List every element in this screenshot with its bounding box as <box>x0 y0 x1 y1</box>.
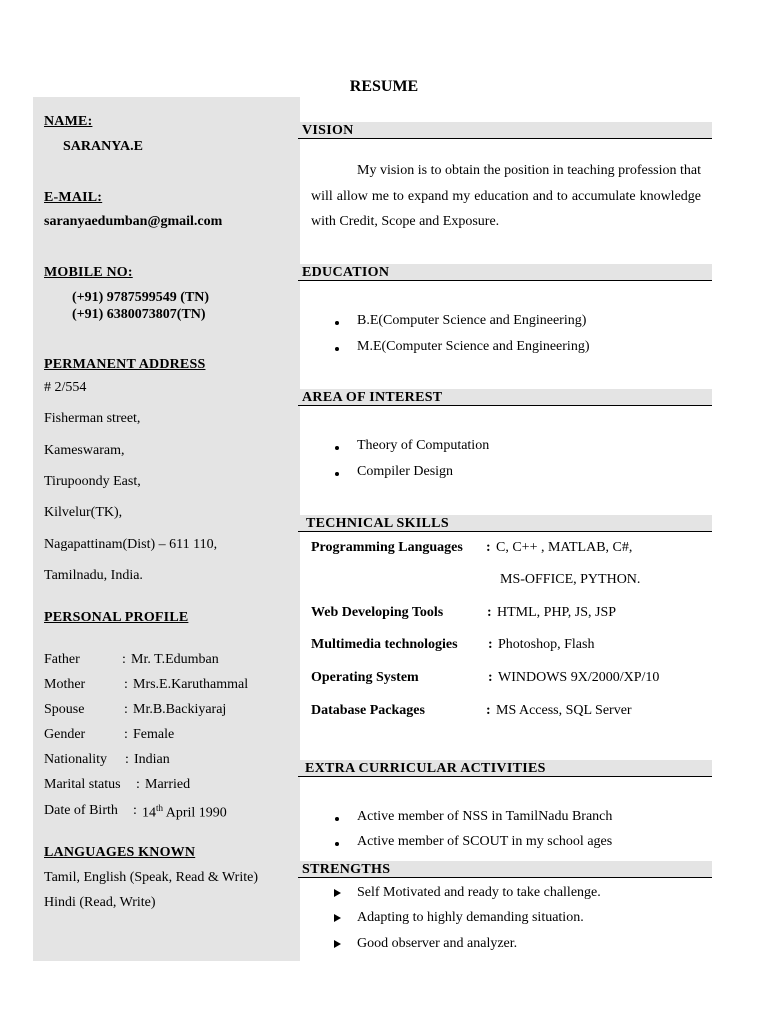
skill-label: Programming Languages <box>311 540 463 555</box>
profile-value: Female <box>133 727 175 742</box>
section-title: VISION <box>302 123 354 138</box>
strength-item: Good observer and analyzer. <box>357 936 518 951</box>
languages-heading: LANGUAGES KNOWN <box>44 845 196 860</box>
profile-label: Date of Birth <box>44 803 118 818</box>
bullet-icon <box>335 321 339 325</box>
arrow-bullet-icon <box>334 940 341 948</box>
skill-value: C, C++ , MATLAB, C#, <box>496 540 633 555</box>
section-title: EXTRA CURRICULAR ACTIVITIES <box>305 761 546 776</box>
email-value: saranyaedumban@gmail.com <box>44 214 223 229</box>
skill-value: MS Access, SQL Server <box>496 703 632 718</box>
skill-value: HTML, PHP, JS, JSP <box>497 605 617 620</box>
profile-separator: : <box>124 702 128 717</box>
profile-separator: : <box>136 777 140 792</box>
profile-value <box>142 803 227 822</box>
address-line: Kameswaram, <box>44 443 125 458</box>
name-value: SARANYA.E <box>63 139 144 154</box>
skill-label: Web Developing Tools <box>311 605 444 620</box>
profile-label: Gender <box>44 727 86 742</box>
education-item: M.E(Computer Science and Engineering) <box>357 339 590 354</box>
profile-value: Indian <box>134 752 170 767</box>
section-header-interest <box>298 389 712 406</box>
profile-separator: : <box>124 677 128 692</box>
section-header-education <box>298 264 712 281</box>
address-line: Fisherman street, <box>44 411 141 426</box>
profile-label: Mother <box>44 677 86 692</box>
arrow-bullet-icon <box>334 914 341 922</box>
profile-label: Spouse <box>44 702 85 717</box>
dob-rest: April 1990 <box>165 805 227 821</box>
mobile-heading: MOBILE NO: <box>44 265 133 280</box>
activity-item: Active member of SCOUT in my school ages <box>357 834 613 849</box>
section-header-strengths <box>298 861 712 878</box>
interest-item: Theory of Computation <box>357 438 490 453</box>
skill-separator: : <box>487 605 492 620</box>
section-title: STRENGTHS <box>302 862 391 877</box>
section-title: EDUCATION <box>302 265 390 280</box>
mobile-number: (+91) 6380073807(TN) <box>72 307 206 322</box>
skill-label: Operating System <box>311 670 419 685</box>
profile-value: Married <box>145 777 191 792</box>
dob-suffix: th <box>156 803 164 813</box>
section-header-extra <box>298 760 712 777</box>
bullet-icon <box>335 817 339 821</box>
profile-label: Father <box>44 652 80 667</box>
skill-separator: : <box>486 540 491 555</box>
name-heading: NAME: <box>44 114 93 129</box>
profile-value: Mrs.E.Karuthammal <box>133 677 249 692</box>
profile-heading: PERSONAL PROFILE <box>44 610 189 625</box>
profile-label: Nationality <box>44 752 107 767</box>
interest-item: Compiler Design <box>357 464 454 479</box>
address-line: Tamilnadu, India. <box>44 568 143 583</box>
skill-label: Multimedia technologies <box>311 637 458 652</box>
vision-paragraph: My vision is to obtain the position in teaching profession that will allow me to expand my education and to accumulate knowledge with Credit, Scope and Exposure. <box>311 163 701 229</box>
bullet-icon <box>335 842 339 846</box>
profile-separator: : <box>125 752 129 767</box>
strength-item: Adapting to highly demanding situation. <box>357 910 584 925</box>
profile-separator: : <box>122 652 126 667</box>
profile-separator: : <box>133 803 137 818</box>
address-heading: PERMANENT ADDRESS <box>44 357 206 372</box>
profile-value: Mr. T.Edumban <box>131 652 219 667</box>
language-line: Hindi (Read, Write) <box>44 895 156 910</box>
skill-value: WINDOWS 9X/2000/XP/10 <box>498 670 660 685</box>
section-title: TECHNICAL SKILLS <box>306 516 449 531</box>
arrow-bullet-icon <box>334 889 341 897</box>
education-item: B.E(Computer Science and Engineering) <box>357 313 587 328</box>
profile-label: Marital status <box>44 777 121 792</box>
skill-label: Database Packages <box>311 703 425 718</box>
section-title: AREA OF INTEREST <box>302 390 443 405</box>
address-line: Nagapattinam(Dist) – 611 110, <box>44 537 218 552</box>
address-line: Tirupoondy East, <box>44 474 141 489</box>
profile-value: Mr.B.Backiyaraj <box>133 702 227 717</box>
bullet-icon <box>335 347 339 351</box>
email-heading: E-MAIL: <box>44 190 103 205</box>
profile-separator: : <box>124 727 128 742</box>
skill-value-continued: MS-OFFICE, PYTHON. <box>500 572 641 587</box>
skill-separator: : <box>488 637 493 652</box>
skill-separator: : <box>488 670 493 685</box>
skill-value: Photoshop, Flash <box>498 637 595 652</box>
bullet-icon <box>335 446 339 450</box>
section-header-vision <box>298 122 712 139</box>
section-header-skills <box>298 515 712 532</box>
activity-item: Active member of NSS in TamilNadu Branch <box>357 809 613 824</box>
bullet-icon <box>335 472 339 476</box>
address-line: Kilvelur(TK), <box>44 505 123 520</box>
skill-separator: : <box>486 703 491 718</box>
language-line: Tamil, English (Speak, Read & Write) <box>44 870 258 885</box>
mobile-number: (+91) 9787599549 (TN) <box>72 290 210 305</box>
address-line: # 2/554 <box>44 380 87 395</box>
strength-item: Self Motivated and ready to take challenge. <box>357 885 601 900</box>
dob-day: 14 <box>142 805 156 821</box>
page-title: RESUME <box>349 78 419 95</box>
